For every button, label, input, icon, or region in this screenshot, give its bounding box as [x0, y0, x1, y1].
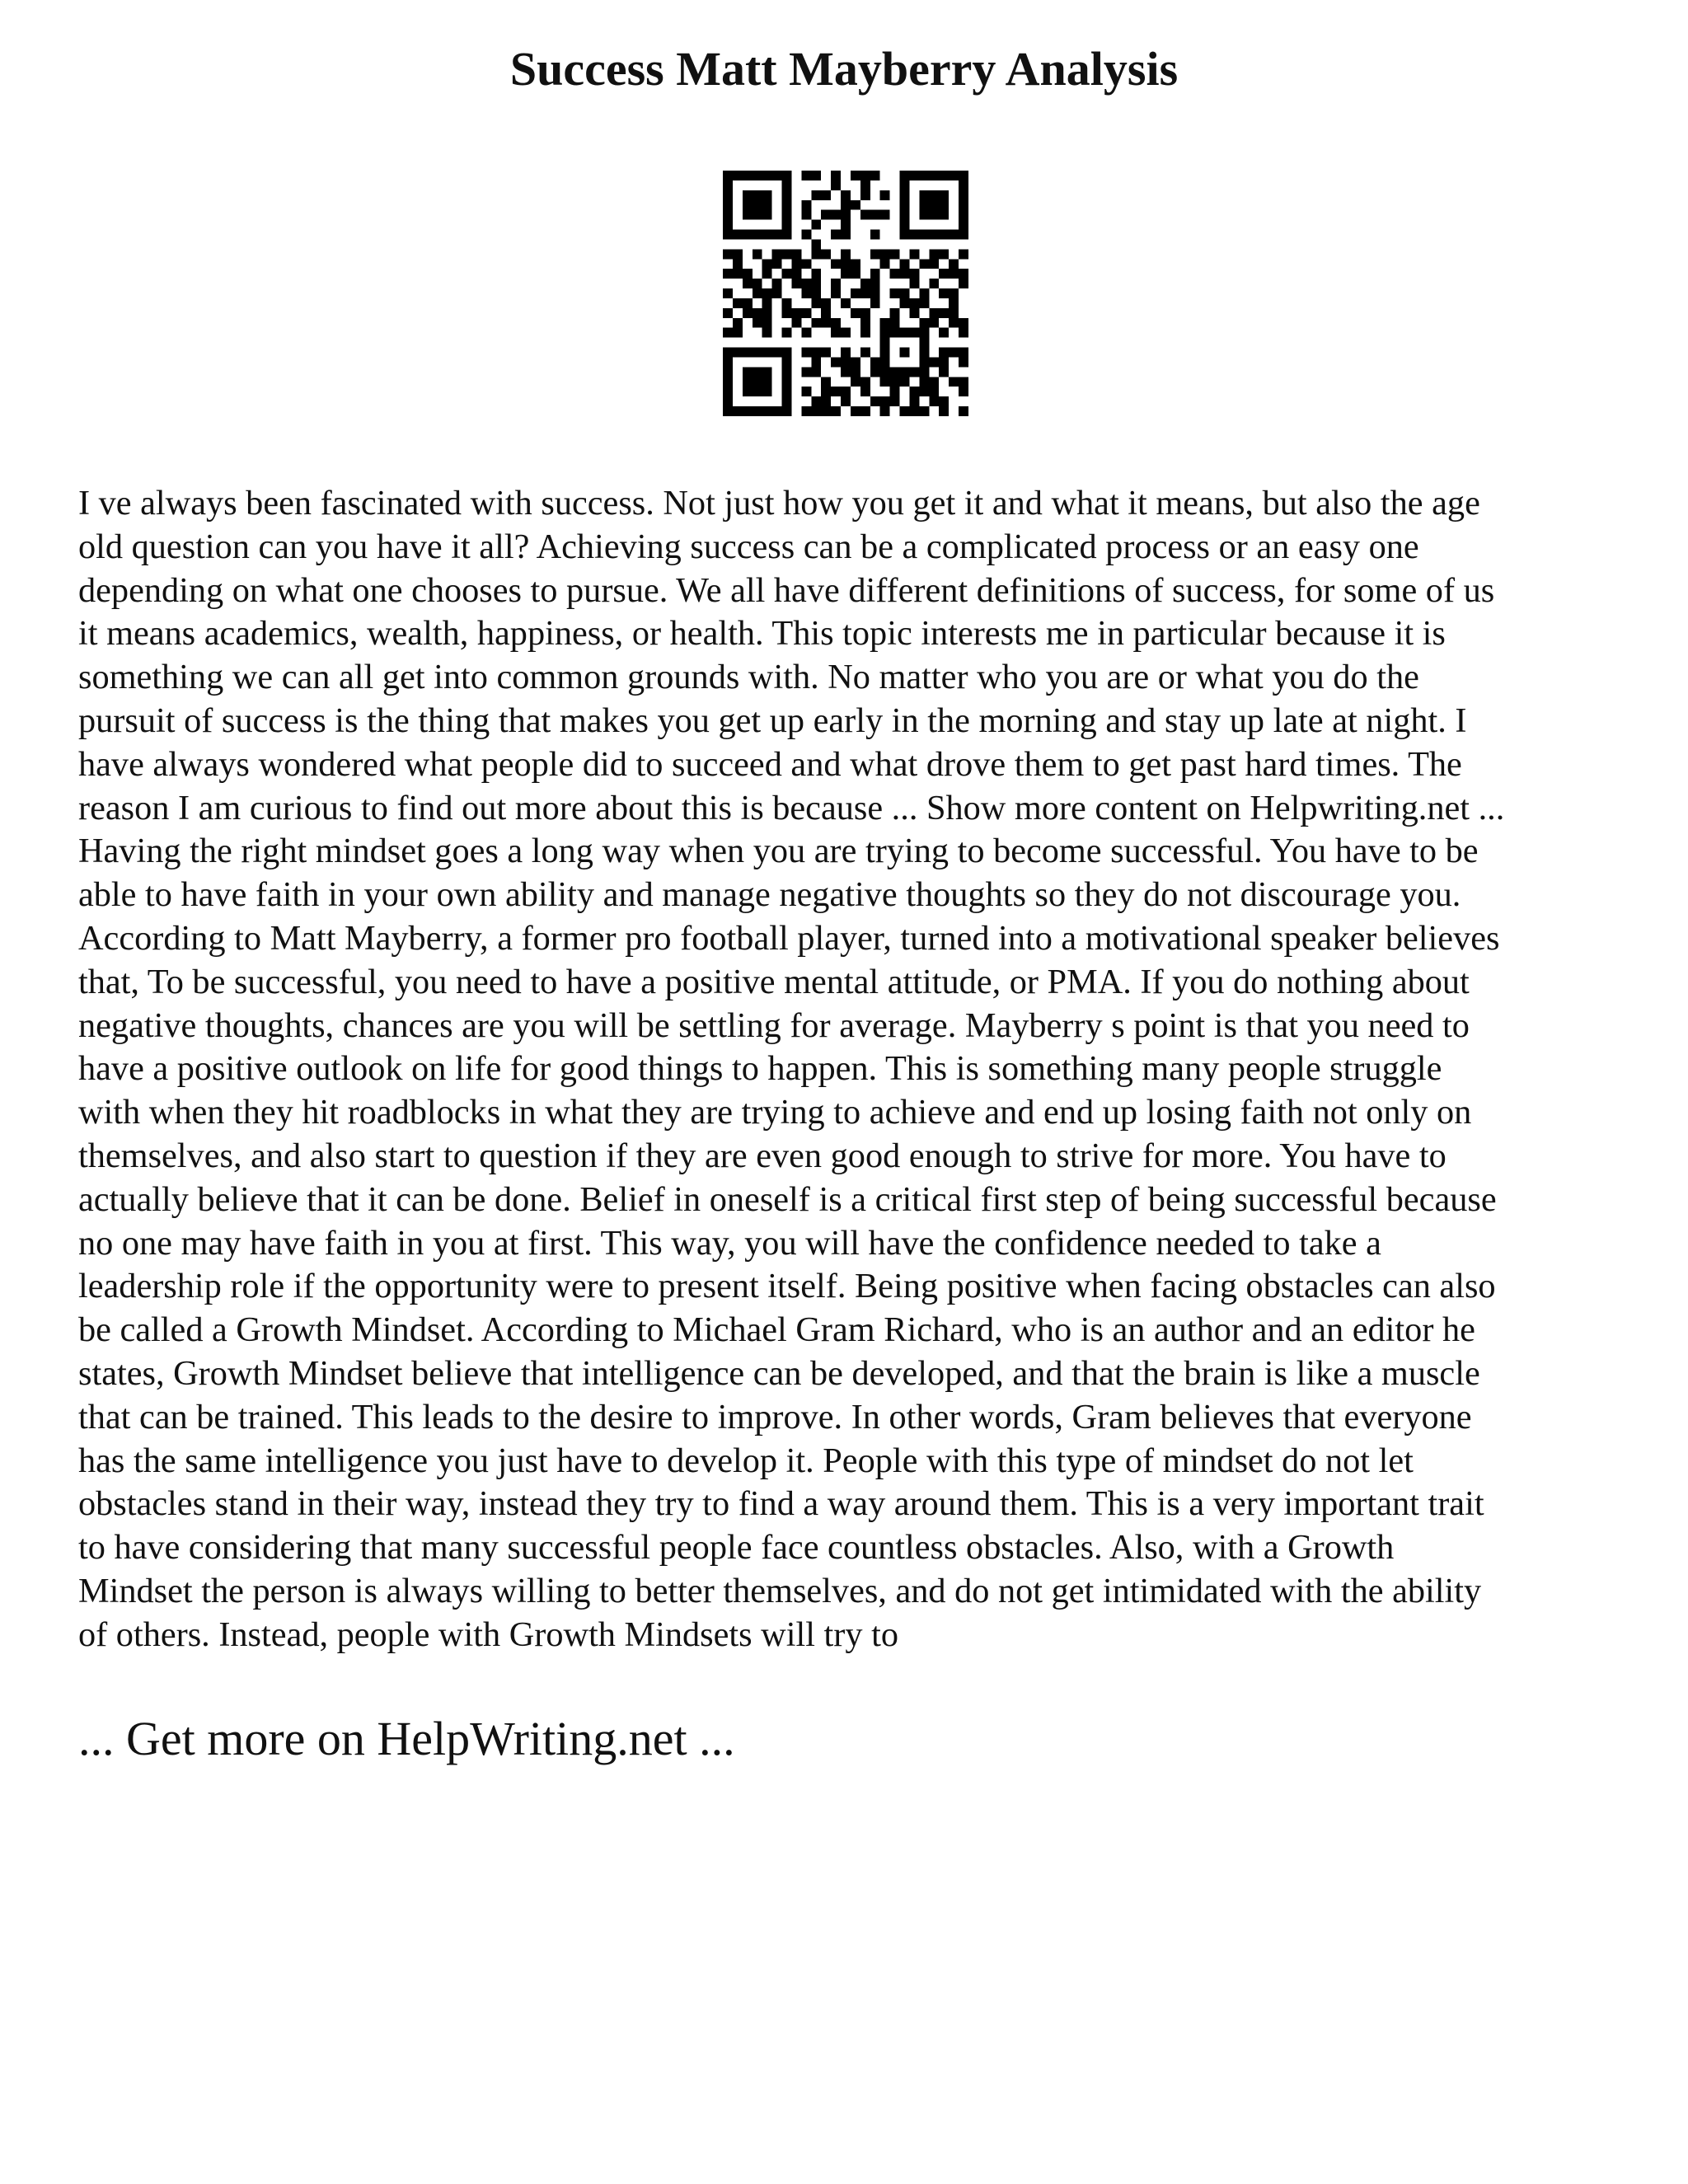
body-line: leadership role if the opportunity were to present itself. Being positive when facing obstacles can also [78, 1267, 1496, 1306]
body-line: I ve always been fascinated with success. Not just how you get it and what it means, but also the age [78, 484, 1480, 523]
body-line: pursuit of success is the thing that makes you get up early in the morning and stay up late at night. I [78, 701, 1467, 740]
body-line: Having the right mindset goes a long way when you are trying to become successful. You have to be [78, 832, 1479, 871]
body-line: that, To be successful, you need to have a positive mental attitude, or PMA. If you do nothing about [78, 962, 1470, 1001]
qr-code-icon[interactable] [723, 171, 968, 416]
body-line: able to have faith in your own ability and manage negative thoughts so they do not discourage you. [78, 875, 1461, 915]
body-line: be called a Growth Mindset. According to Michael Gram Richard, who is an author and an editor he [78, 1310, 1475, 1350]
body-line: old question can you have it all? Achieving success can be a complicated process or an easy one [78, 527, 1419, 566]
body-line: negative thoughts, chances are you will be settling for average. Mayberry s point is that you need to [78, 1005, 1470, 1045]
body-line: According to Matt Mayberry, a former pro football player, turned into a motivational speaker believes [78, 918, 1500, 958]
body-line: that can be trained. This leads to the desire to improve. In other words, Gram believes that everyone [78, 1397, 1472, 1436]
essay-body [78, 482, 1616, 1657]
body-line: themselves, and also start to question if they are even good enough to strive for more. You have to [78, 1136, 1447, 1175]
body-line: actually believe that it can be done. Belief in oneself is a critical first step of being successful because [78, 1179, 1497, 1219]
body-line: of others. Instead, people with Growth Mindsets will try to [78, 1615, 899, 1654]
body-line: no one may have faith in you at first. This way, you will have the confidence needed to take a [78, 1223, 1381, 1263]
body-line: to have considering that many successful people face countless obstacles. Also, with a Growth [78, 1528, 1395, 1568]
body-line: states, Growth Mindset believe that intelligence can be developed, and that the brain is like a muscle [78, 1353, 1480, 1393]
body-line: have always wondered what people did to succeed and what drove them to get past hard times. The [78, 744, 1462, 784]
page-title: Success Matt Mayberry Analysis [509, 42, 1179, 96]
body-line: something we can all get into common grounds with. No matter who you are or what you do the [78, 658, 1419, 697]
body-line: depending on what one chooses to pursue. We all have different definitions of success, for some of us [78, 570, 1495, 610]
body-line: have a positive outlook on life for good things to happen. This is something many people struggle [78, 1049, 1442, 1089]
body-line: reason I am curious to find out more about this is because ... Show more content on Helpwriting.net ... [78, 788, 1505, 827]
body-line: has the same intelligence you just have to develop it. People with this type of mindset do not let [78, 1441, 1414, 1480]
get-more-link[interactable]: ... Get more on HelpWriting.net ... [78, 1712, 735, 1765]
body-line: obstacles stand in their way, instead they try to find a way around them. This is a very important trait [78, 1484, 1484, 1524]
body-line: with when they hit roadblocks in what they are trying to achieve and end up losing faith not only on [78, 1093, 1472, 1132]
body-line: Mindset the person is always willing to better themselves, and do not get intimidated with the ability [78, 1571, 1482, 1610]
body-line: it means academics, wealth, happiness, or health. This topic interests me in particular because it is [78, 614, 1446, 654]
